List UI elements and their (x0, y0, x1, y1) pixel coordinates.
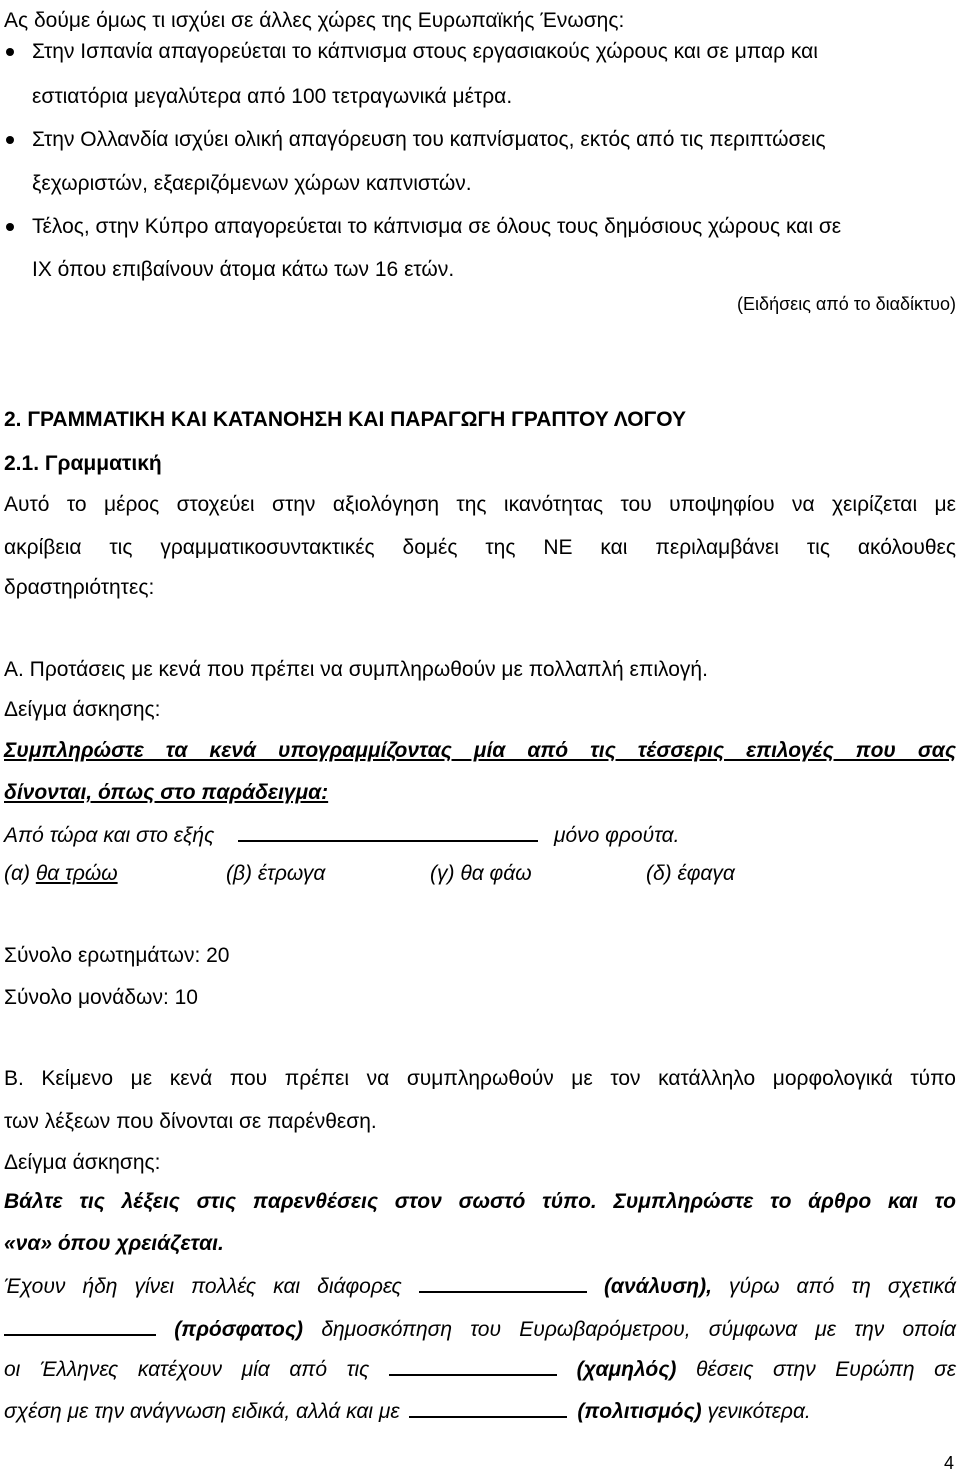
description-line: Αυτό το μέρος στοχεύει στην αξιολόγηση της ικανότητας του υποψηφίου να χειρίζεται με (4, 493, 956, 516)
bullet-dot-icon (6, 136, 14, 144)
list-item-continued: ΙΧ όπου επιβαίνουν άτομα κάτω των 16 ετών. (32, 258, 455, 281)
part-a-sample-label: Δείγμα άσκησης: (4, 698, 161, 721)
part-a-instruction-line: Συμπληρώστε τα κενά υπογραμμίζοντας μία από τις τέσσερις επιλογές που σας (4, 739, 956, 762)
part-a-instruction-line: δίνονται, όπως στο παράδειγμα: (4, 781, 329, 804)
part-b-title-line: Β. Κείμενο με κενά που πρέπει να συμπληρωθούν με τον κατάλληλο μορφολογικά τύπο (4, 1067, 956, 1090)
section-title: 2. ΓΡΑΜΜΑΤΙΚΗ ΚΑΙ ΚΑΤΑΝΟΗΣΗ ΚΑΙ ΠΑΡΑΓΩΓΗ ΓΡΑΠΤΟΥ ΛΟΓΟΥ (4, 408, 686, 431)
given-word: (χαμηλός) (576, 1358, 677, 1381)
exercise-text: γύρω από τη σχετικά (729, 1275, 957, 1298)
given-word: (ανάλυση), (603, 1275, 712, 1298)
option-a (4, 861, 118, 887)
list-item: Τέλος, στην Κύπρο απαγορεύεται το κάπνισμα σε όλους τους δημόσιους χώρους και σε (32, 215, 842, 238)
given-word: (πολιτισμός) (577, 1400, 702, 1423)
answer-blank (409, 1396, 567, 1418)
part-b-title-line: των λέξεων που δίνονται σε παρένθεση. (4, 1110, 377, 1133)
part-b-instruction-line: «να» όπου χρειάζεται. (4, 1232, 224, 1255)
example-start: Από τώρα και στο εξής (4, 824, 215, 847)
exercise-line (4, 1354, 956, 1383)
list-item: Στην Ολλανδία ισχύει ολική απαγόρευση του καπνίσματος, εκτός από τις περιπτώσεις (32, 128, 826, 151)
option-d: (δ) έφαγα (646, 862, 735, 885)
subsection-title: 2.1. Γραμματική (4, 452, 162, 475)
description-line: ακρίβεια τις γραμματικοσυντακτικές δομές της ΝΕ και περιλαμβάνει τις ακόλουθες (4, 536, 956, 559)
answer-blank (4, 1314, 156, 1336)
exercise-text: σχέση με την ανάγνωση ειδικά, αλλά και με (4, 1400, 400, 1423)
answer-blank (238, 820, 538, 842)
list-item: Στην Ισπανία απαγορεύεται το κάπνισμα στους εργασιακούς χώρους και σε μπαρ και (32, 40, 818, 63)
exercise-text: δημοσκόπηση του Ευρωβαρόμετρου, σύμφωνα με την οποία (321, 1318, 956, 1341)
option-c: (γ) θα φάω (430, 862, 532, 885)
bullet-dot-icon (6, 223, 14, 231)
answer-blank (389, 1354, 557, 1376)
bullet-dot-icon (6, 48, 14, 56)
total-points: Σύνολο μονάδων: 10 (4, 986, 198, 1009)
exercise-text: Έχουν ήδη γίνει πολλές και διάφορες (4, 1275, 402, 1298)
given-word: (πρόσφατος) (174, 1318, 304, 1341)
option-b: (β) έτρωγα (226, 862, 326, 885)
intro-text: Ας δούμε όμως τι ισχύει σε άλλες χώρες της Ευρωπαϊκής Ένωσης: (4, 9, 625, 32)
option-a-prefix: (α) (4, 862, 30, 885)
source-citation: (Ειδήσεις από το διαδίκτυο) (737, 294, 956, 314)
exercise-line (4, 1314, 956, 1343)
exercise-line (4, 1396, 811, 1425)
exercise-text: θέσεις στην Ευρώπη σε (696, 1358, 957, 1381)
total-questions: Σύνολο ερωτημάτων: 20 (4, 944, 230, 967)
part-b-instruction-line: Βάλτε τις λέξεις στις παρενθέσεις στον σωστό τύπο. Συμπληρώστε το άρθρο και το (4, 1190, 956, 1213)
list-item-continued: ξεχωριστών, εξαεριζόμενων χώρων καπνιστών. (32, 172, 472, 195)
option-a-text: θα τρώω (35, 862, 118, 885)
part-a-instruction (4, 738, 956, 764)
page-number: 4 (943, 1453, 954, 1473)
exercise-text: οι Έλληνες κατέχουν μία από τις (4, 1358, 370, 1381)
exercise-line (4, 1271, 956, 1300)
answer-blank (419, 1271, 587, 1293)
part-b-sample-label: Δείγμα άσκησης: (4, 1151, 161, 1174)
example-sentence (4, 820, 680, 849)
list-item-continued: εστιατόρια μεγαλύτερα από 100 τετραγωνικά μέτρα. (32, 85, 513, 108)
part-a-title: Α. Προτάσεις με κενά που πρέπει να συμπληρωθούν με πολλαπλή επιλογή. (4, 658, 708, 681)
example-end: μόνο φρούτα. (553, 824, 680, 847)
exercise-text: γενικότερα. (707, 1400, 811, 1423)
description-line: δραστηριότητες: (4, 576, 155, 599)
